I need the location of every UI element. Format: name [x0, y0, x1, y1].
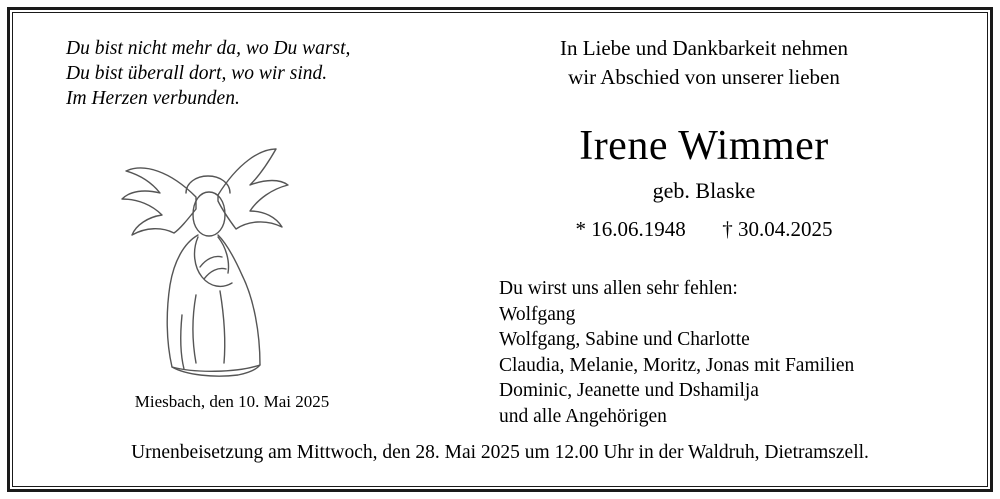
verse-line-3: Im Herzen verbunden. — [66, 88, 240, 109]
funeral-details: Urnenbeisetzung am Mittwoch, den 28. Mai 2025 um 12.00 Uhr in der Waldruh, Dietramszell. — [131, 442, 869, 463]
verse-line-2: Du bist überall dort, wo wir sind. — [66, 63, 328, 84]
birth-date: * 16.06.1948 — [575, 217, 686, 241]
mourner-line: Dominic, Jeanette und Dshamilja — [499, 380, 759, 401]
deceased-name: Irene Wimmer — [579, 123, 829, 169]
mourner-line: Wolfgang — [499, 303, 576, 325]
left-column — [14, 14, 444, 485]
angel-icon — [100, 119, 310, 384]
intro-line-2: wir Abschied von unserer lieben — [568, 65, 840, 89]
mourners-block — [499, 276, 854, 429]
mourners-intro: Du wirst uns allen sehr fehlen: — [499, 278, 738, 299]
mourner-line: Claudia, Melanie, Moritz, Jonas mit Familien — [499, 354, 855, 376]
death-date: † 30.04.2025 — [722, 217, 833, 241]
place-and-date: Miesbach, den 10. Mai 2025 — [134, 392, 330, 411]
verse-line-1: Du bist nicht mehr da, wo Du warst, — [66, 38, 351, 59]
mourner-line: Wolfgang, Sabine und Charlotte — [499, 329, 750, 350]
intro-text — [469, 34, 939, 92]
life-dates — [469, 217, 939, 242]
right-column — [469, 14, 986, 485]
maiden-name: geb. Blaske — [652, 178, 756, 203]
mourner-line: und alle Angehörigen — [499, 405, 667, 427]
intro-line-1: In Liebe und Dankbarkeit nehmen — [559, 36, 849, 60]
notice-content — [14, 14, 986, 485]
memorial-verse — [66, 36, 350, 111]
